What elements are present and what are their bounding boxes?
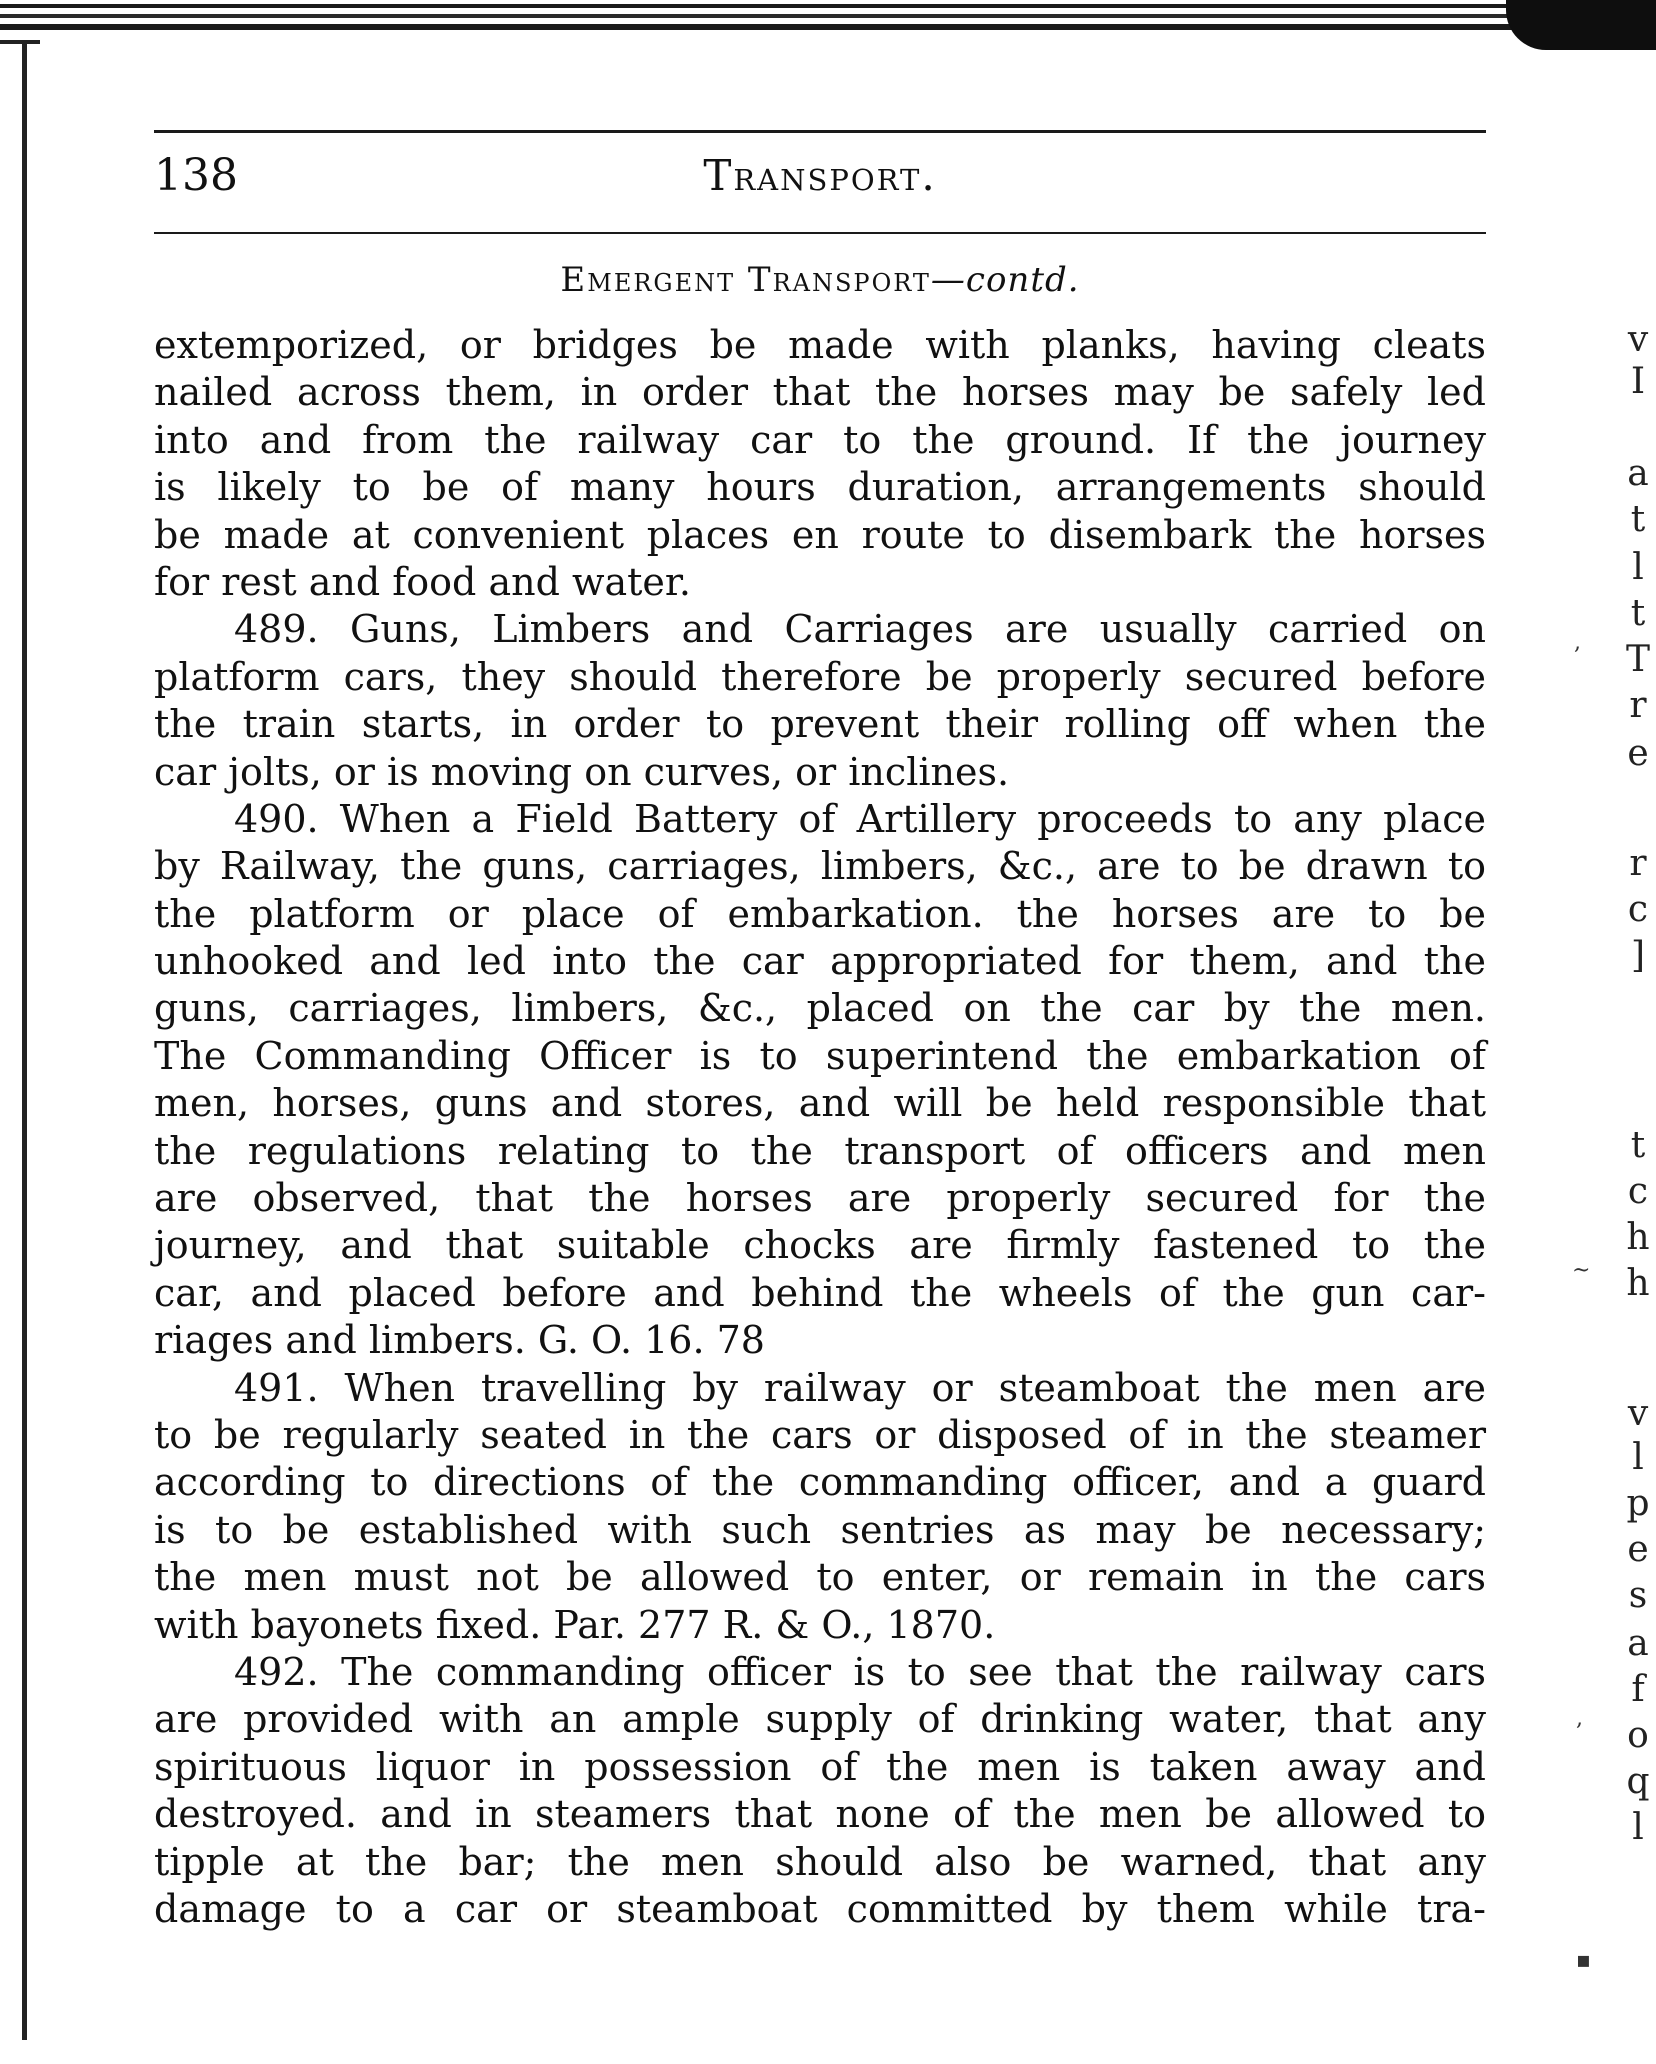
text-line: 489. Guns, Limbers and Carriages are usually carried on <box>234 607 1486 652</box>
margin-fragment: a <box>1627 453 1649 494</box>
text-line: nailed across them, in order that the horses may be safely led <box>154 370 1486 415</box>
margin-fragment: f <box>1631 1669 1645 1710</box>
text-line: by Railway, the guns, carriages, limbers, &c., are to be drawn to <box>154 844 1486 889</box>
text-line: platform cars, they should therefore be properly secured before <box>154 654 1486 699</box>
text-line: according to directions of the commanding officer, and a guard <box>154 1460 1486 1505</box>
section-heading <box>154 256 1486 304</box>
text-line: damage to a car or steamboat committed by them while tra- <box>154 1886 1486 1931</box>
margin-fragment: c <box>1627 1171 1649 1212</box>
margin-speck: , <box>1576 1706 1583 1731</box>
margin-fragment: l <box>1632 1437 1644 1478</box>
text-line: guns, carriages, limbers, &c., placed on the car by the men. <box>154 986 1486 1031</box>
text-line: The Commanding Officer is to superintend the embarkation of <box>154 1033 1486 1078</box>
text-line: 492. The commanding officer is to see that the railway cars <box>234 1649 1486 1694</box>
scan-corner-blot <box>1506 0 1656 50</box>
text-line: the men must not be allowed to enter, or remain in the cars <box>154 1555 1486 1600</box>
running-head: Transport. <box>703 151 937 200</box>
text-line: are provided with an ample supply of drinking water, that any <box>154 1697 1486 1742</box>
margin-fragment: l <box>1632 547 1644 588</box>
page-number: 138 <box>154 150 238 201</box>
text-line: with bayonets fixed. Par. 277 R. & O., 1870. <box>154 1602 996 1647</box>
text-line: is likely to be of many hours duration, arrangements should <box>154 465 1486 510</box>
margin-speck: ~ <box>1572 1258 1591 1283</box>
text-line: destroyed. and in steamers that none of the men be allowed to <box>154 1792 1486 1837</box>
text-line: for rest and food and water. <box>154 559 691 604</box>
text-line: riages and limbers. G. O. 16. 78 <box>154 1318 765 1363</box>
text-line: spirituous liquor in possession of the men is taken away and <box>154 1744 1486 1789</box>
margin-fragment: a <box>1627 1623 1649 1664</box>
margin-fragment: v <box>1627 1393 1649 1434</box>
text-line: 491. When travelling by railway or steamboat the men are <box>234 1365 1486 1410</box>
margin-speck: ▪ <box>1576 1948 1591 1973</box>
header-rule-top <box>154 130 1486 133</box>
margin-fragment: h <box>1626 1263 1650 1304</box>
body-text <box>154 322 1486 1933</box>
margin-fragment: e <box>1627 1529 1649 1570</box>
margin-fragment: p <box>1626 1483 1650 1524</box>
text-line: are observed, that the horses are properly secured for the <box>154 1176 1486 1221</box>
margin-fragment: t <box>1630 1125 1646 1166</box>
margin-fragment: t <box>1630 593 1646 634</box>
text-line: into and from the railway car to the ground. If the journey <box>154 417 1486 462</box>
margin-fragment: t <box>1630 499 1646 540</box>
text-line: tipple at the bar; the men should also be warned, that any <box>154 1839 1486 1884</box>
margin-fragment: l <box>1632 1807 1644 1848</box>
text-line: to be regularly seated in the cars or disposed of in the steamer <box>154 1412 1486 1457</box>
margin-fragment: r <box>1629 843 1647 884</box>
text-line: the train starts, in order to prevent their rolling off when the <box>154 702 1486 747</box>
margin-fragment: h <box>1626 1217 1650 1258</box>
margin-fragment: T <box>1625 639 1650 680</box>
text-line: car jolts, or is moving on curves, or inclines. <box>154 749 1010 794</box>
margin-fragment: r <box>1629 685 1647 726</box>
margin-fragment: ] <box>1630 935 1646 976</box>
margin-fragment: c <box>1627 889 1649 930</box>
text-line: the platform or place of embarkation. the horses are to be <box>154 891 1486 936</box>
text-line: be made at convenient places en route to disembark the horses <box>154 512 1486 557</box>
margin-fragment: o <box>1627 1715 1649 1756</box>
scan-left-tick <box>0 40 40 44</box>
text-line: journey, and that suitable chocks are firmly fastened to the <box>154 1223 1486 1268</box>
text-line: is to be established with such sentries as may be necessary; <box>154 1507 1486 1552</box>
text-line: extemporized, or bridges be made with planks, having cleats <box>154 323 1486 367</box>
text-line: the regulations relating to the transport of officers and men <box>154 1128 1486 1173</box>
margin-speck: , <box>1574 630 1581 655</box>
text-line: men, horses, guns and stores, and will be held responsible that <box>154 1081 1486 1126</box>
margin-fragment: v <box>1627 319 1649 360</box>
text-line: 490. When a Field Battery of Artillery proceeds to any place <box>234 796 1486 841</box>
margin-fragment: e <box>1627 733 1649 774</box>
text-line: car, and placed before and behind the wheels of the gun car- <box>154 1270 1486 1315</box>
margin-fragment: s <box>1628 1575 1648 1616</box>
scan-top-band <box>0 0 1656 44</box>
margin-fragment: I <box>1630 361 1646 402</box>
header-rule-bottom <box>154 232 1486 234</box>
scan-left-edge <box>22 40 27 2040</box>
text-line: unhooked and led into the car appropriated for them, and the <box>154 939 1486 984</box>
margin-fragment: q <box>1626 1761 1650 1802</box>
section-heading-contd: —contd. <box>930 260 1080 300</box>
section-heading-title: Emergent Transport <box>560 260 931 300</box>
